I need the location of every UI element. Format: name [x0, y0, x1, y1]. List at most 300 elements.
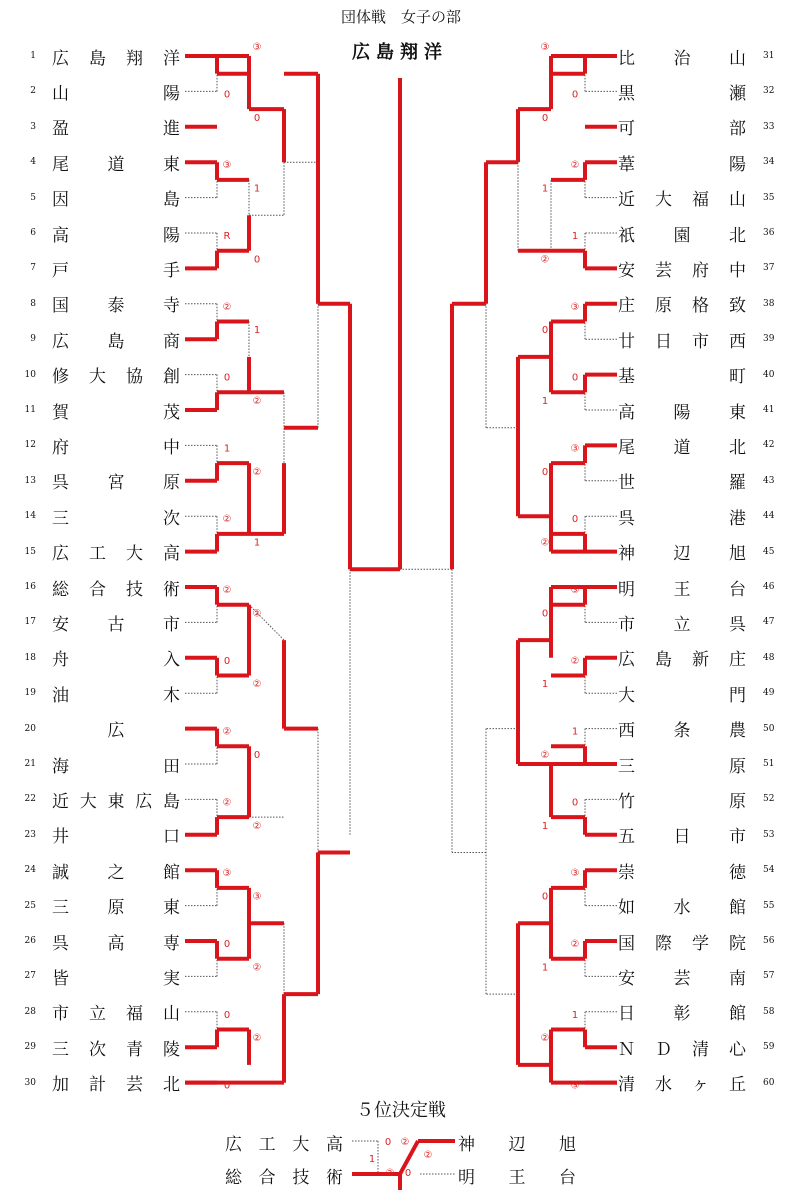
seed-number: 3 [30, 121, 36, 132]
team-name [618, 859, 746, 881]
team-name-char: 神 [618, 544, 635, 565]
team-name-char: 手 [163, 260, 180, 281]
seed-number: 7 [30, 263, 36, 274]
team-name-char: 北 [729, 437, 746, 458]
seed-number: 48 [763, 652, 775, 663]
team-name-char: 広 [225, 1135, 242, 1155]
team-name [618, 1072, 746, 1094]
team-name-char: 実 [163, 968, 180, 989]
team-name-char: 尾 [52, 154, 69, 175]
team-name-char: 府 [692, 260, 709, 281]
right-score-mark: ③ [570, 868, 580, 880]
seed-number: 34 [763, 157, 775, 168]
right-score-mark: ② [540, 1033, 550, 1045]
team-name-char: 福 [692, 190, 709, 211]
team-name-char: 祇 [618, 225, 635, 246]
team-name-char: 彰 [673, 1004, 691, 1025]
team-name-char: 清 [618, 1075, 635, 1096]
team-name-char: 原 [163, 473, 180, 494]
team-name [618, 187, 746, 209]
team-name-char: 原 [729, 756, 746, 777]
seed-number: 39 [763, 334, 775, 345]
team-name-char: 竹 [618, 791, 635, 812]
seed-number: 2 [30, 86, 36, 97]
team-name-char: 大 [292, 1135, 310, 1155]
team-name-char: 皆 [52, 968, 69, 989]
team-name-char: 泰 [107, 296, 125, 317]
team-name-char: 羅 [729, 473, 746, 494]
team-name-char: 盈 [52, 119, 69, 140]
seed-number: 60 [763, 1077, 775, 1088]
team-name-char: 舟 [52, 650, 69, 671]
left-score-mark: 0 [253, 254, 261, 266]
team-name-char: 港 [729, 508, 746, 529]
team-name-char: 術 [163, 579, 180, 600]
left-score-mark: ② [252, 820, 262, 832]
seed-number: 20 [24, 723, 36, 734]
team-name [52, 470, 180, 492]
left-score-mark: ② [222, 514, 232, 526]
team-name-char: 黒 [618, 83, 635, 104]
team-name-char: 部 [729, 119, 746, 140]
left-score-mark: ③ [252, 891, 262, 903]
team-name-char: 庄 [729, 650, 746, 671]
team-name-char: 丘 [729, 1075, 746, 1096]
seed-number: 15 [24, 546, 36, 557]
seed-number: 17 [24, 617, 36, 628]
team-name-char: 島 [163, 791, 180, 812]
left-score-mark: 1 [253, 537, 261, 549]
seed-number: 57 [763, 971, 775, 982]
left-score-mark: 0 [253, 112, 261, 124]
team-name-char: 口 [163, 827, 180, 848]
seed-number: 4 [30, 157, 36, 168]
left-score-mark: 0 [223, 1080, 231, 1092]
team-name-char: 陽 [673, 402, 691, 423]
team-name-char: 門 [729, 685, 746, 706]
team-name [618, 505, 746, 527]
team-name-char: 北 [729, 225, 746, 246]
seed-number: 12 [24, 440, 36, 451]
seed-number: 33 [763, 121, 775, 132]
seed-number: 35 [763, 192, 775, 203]
team-name [618, 718, 746, 740]
team-name [52, 1001, 180, 1023]
seed-number: 24 [24, 865, 36, 876]
team-name-char: 広 [52, 48, 69, 69]
team-name [618, 824, 746, 846]
seed-number: 14 [24, 511, 36, 522]
team-name-char: 立 [673, 614, 691, 635]
seed-number: 44 [763, 511, 775, 522]
seed-number: 46 [763, 582, 775, 592]
seed-number: 40 [763, 369, 775, 380]
team-name-char: 芸 [673, 968, 691, 989]
seed-number: 25 [24, 900, 36, 911]
team-name-char: 安 [52, 614, 69, 635]
right-score-mark: ② [540, 750, 550, 761]
team-name-char: 館 [163, 862, 180, 883]
right-score-mark: ③ [570, 443, 580, 455]
seed-number: 26 [24, 936, 36, 946]
team-name-char: 府 [52, 437, 69, 458]
team-name-char: 因 [52, 190, 69, 211]
team-name-char: 東 [729, 402, 746, 423]
team-name [52, 364, 180, 386]
team-name-char: 陽 [163, 225, 180, 246]
team-name-char: 山 [52, 83, 69, 104]
team-name [52, 434, 180, 456]
team-name [52, 824, 180, 846]
team-name-char: 世 [618, 473, 635, 494]
team-name-char: 台 [559, 1168, 576, 1188]
team-name-char: 島 [89, 48, 106, 69]
team-name-char: 格 [692, 296, 709, 317]
right-score-mark: 1 [571, 231, 579, 242]
seed-number: 36 [763, 228, 775, 238]
team-name-char: 呉 [729, 614, 746, 635]
team-name-char: 三 [618, 756, 635, 777]
team-name [618, 470, 746, 492]
team-name-char: 安 [618, 260, 635, 281]
right-score-mark: 1 [571, 726, 579, 738]
seed-number: 9 [30, 334, 36, 345]
team-name-char: 市 [692, 331, 709, 352]
right-score-mark: 0 [571, 797, 579, 809]
team-name [618, 45, 746, 67]
seed-number: 56 [763, 936, 775, 946]
team-name-char: Ｄ [655, 1039, 672, 1060]
team-name-char: 比 [618, 48, 635, 69]
team-name-char: 原 [655, 296, 672, 317]
team-name-char: 広 [618, 650, 635, 671]
left-score-mark: ② [222, 301, 232, 313]
team-name-char: 園 [673, 225, 691, 246]
team-name [618, 222, 746, 244]
team-name-char: 古 [107, 614, 125, 635]
team-name-char: 国 [618, 933, 635, 954]
team-name [618, 328, 746, 350]
team-name [52, 541, 180, 563]
team-name-char: 翔 [126, 48, 143, 69]
team-name-char: 市 [52, 1004, 69, 1025]
team-name [52, 293, 180, 315]
fifth-left-team-2 [225, 1163, 343, 1188]
team-name-char: 農 [729, 721, 746, 742]
left-score-mark: 0 [253, 750, 261, 761]
team-name-char: ヶ [692, 1075, 709, 1096]
team-name-char: 陽 [163, 83, 180, 104]
team-name [618, 611, 746, 633]
right-score-mark: 0 [571, 372, 579, 384]
left-score-mark: 0 [223, 89, 231, 101]
team-name-char: 三 [52, 508, 69, 529]
seed-number: 54 [763, 865, 775, 876]
seed-number: 37 [763, 263, 775, 274]
fifth-score-mark: 0 [384, 1137, 392, 1148]
left-score-mark: R [223, 231, 231, 242]
left-score-mark: ② [222, 726, 232, 738]
team-name-char: 市 [163, 614, 180, 635]
team-name-char: 市 [729, 827, 746, 848]
fifth-score-mark: ② [385, 1168, 395, 1179]
team-name [52, 257, 180, 279]
team-name-char: 三 [52, 1039, 69, 1060]
team-name-char: 大 [126, 544, 143, 565]
champion-name: 広島翔洋 [352, 42, 448, 63]
team-name [52, 187, 180, 209]
seed-number: 29 [24, 1042, 36, 1053]
team-name-char: 総 [225, 1168, 242, 1188]
fifth-place-title: ５位決定戦 [356, 1100, 446, 1121]
team-name-char: 工 [258, 1135, 276, 1155]
team-name [52, 718, 180, 740]
team-name-char: 明 [618, 579, 635, 600]
team-name-char: 高 [163, 544, 180, 565]
team-name-char: 技 [126, 579, 143, 600]
team-name-char: 修 [52, 367, 69, 388]
team-name [52, 611, 180, 633]
team-name-char: 創 [163, 367, 180, 388]
team-name-char: 福 [126, 1004, 143, 1025]
fifth-right-team-1 [458, 1130, 576, 1155]
team-name-char: 呉 [618, 508, 635, 529]
team-name-char: 陵 [163, 1039, 180, 1060]
team-name-char: 井 [52, 827, 69, 848]
team-name-char: 総 [52, 579, 69, 600]
right-score-mark: 1 [541, 396, 549, 407]
team-name [52, 116, 180, 138]
team-name-char: 立 [89, 1004, 106, 1025]
seed-number: 10 [24, 369, 36, 380]
team-name-char: 葦 [618, 154, 635, 175]
seed-number: 32 [763, 86, 775, 97]
team-name-char: 館 [729, 898, 746, 919]
team-name-char: 広 [107, 721, 125, 742]
team-name-char: 国 [52, 296, 69, 317]
team-name-char: 東 [163, 154, 180, 175]
left-score-mark: ② [222, 585, 232, 596]
team-name [618, 1001, 746, 1023]
team-name-char: 洋 [163, 48, 180, 69]
team-name-char: 町 [729, 367, 746, 388]
left-score-mark: 0 [223, 372, 231, 384]
left-score-mark: ② [252, 962, 262, 974]
team-name-char: 市 [618, 614, 635, 635]
right-score-mark: ② [570, 655, 580, 667]
team-name-char: 学 [692, 933, 709, 954]
team-name [618, 895, 746, 917]
fifth-left-team-1 [225, 1130, 343, 1155]
fifth-score-mark: 0 [404, 1168, 412, 1179]
left-score-mark: 0 [223, 655, 231, 667]
team-name-char: 旭 [559, 1135, 576, 1155]
left-score-mark: ② [252, 466, 262, 478]
left-score-mark: ② [222, 797, 232, 809]
team-name [52, 328, 180, 350]
team-name-char: 際 [655, 933, 672, 954]
team-name-char: 北 [163, 1075, 180, 1096]
team-name [618, 364, 746, 386]
seed-number: 45 [763, 546, 775, 557]
team-name-char: 芸 [126, 1075, 143, 1096]
team-name [52, 647, 180, 669]
team-name-char: 治 [673, 48, 691, 69]
team-name [618, 647, 746, 669]
seed-number: 28 [24, 1006, 36, 1017]
left-score-mark: ② [252, 608, 262, 620]
seed-number: 59 [763, 1042, 775, 1053]
team-name-char: 廿 [618, 331, 635, 352]
team-name-char: 神 [458, 1135, 475, 1155]
team-name-char: 基 [618, 367, 635, 388]
team-name-char: 商 [163, 331, 180, 352]
team-name [618, 399, 746, 421]
seed-number: 43 [763, 475, 775, 486]
team-name-char: 技 [292, 1168, 310, 1188]
seed-number: 8 [30, 298, 36, 309]
right-score-mark: 0 [541, 608, 549, 620]
team-name-char: 高 [325, 1135, 343, 1155]
seed-number: 50 [763, 723, 775, 734]
right-score-mark: 0 [541, 325, 549, 337]
seed-number: 58 [763, 1006, 775, 1017]
team-name [52, 965, 180, 987]
right-score-mark: ③ [570, 301, 580, 313]
team-name-char: 入 [163, 650, 180, 671]
team-name [52, 895, 180, 917]
left-score-mark: ② [252, 1033, 262, 1045]
seed-number: 47 [763, 617, 775, 628]
team-name [52, 1036, 180, 1058]
right-score-mark: 0 [541, 466, 549, 478]
left-score-mark: 1 [253, 325, 261, 337]
team-name [52, 753, 180, 775]
team-name-char: 東 [107, 791, 125, 812]
team-name-char: 水 [655, 1075, 672, 1096]
team-name [618, 116, 746, 138]
seed-number: 31 [763, 51, 775, 61]
team-name-char: 大 [618, 685, 635, 706]
team-name-char: 致 [729, 296, 746, 317]
team-name-char: 茂 [163, 402, 180, 423]
team-name-char: 東 [163, 898, 180, 919]
team-name-char: 寺 [163, 296, 180, 317]
left-score-mark: 1 [223, 443, 231, 455]
seed-number: 30 [24, 1077, 36, 1088]
team-name [52, 151, 180, 173]
team-name [52, 505, 180, 527]
right-score-mark: 0 [571, 514, 579, 526]
seed-number: 5 [30, 192, 36, 203]
team-name-char: 旭 [729, 544, 746, 565]
seed-number: 52 [763, 794, 775, 805]
team-name-char: 大 [655, 190, 672, 211]
seed-number: 51 [763, 759, 775, 769]
team-name-char: 専 [163, 933, 180, 954]
team-name-char: 高 [618, 402, 635, 423]
team-name-char: 之 [107, 862, 125, 883]
right-score-mark: 1 [541, 820, 549, 832]
team-name-char: 南 [729, 968, 746, 989]
team-name [52, 45, 180, 67]
team-name-char: 大 [89, 367, 106, 388]
right-score-mark: ② [570, 160, 580, 172]
right-score-mark: 0 [541, 891, 549, 903]
team-name-char: 工 [89, 544, 106, 565]
team-name-char: 水 [673, 898, 691, 919]
right-score-mark: 0 [571, 89, 579, 101]
team-name-char: 高 [52, 225, 69, 246]
seed-number: 38 [763, 298, 775, 309]
team-name-char: 芸 [655, 260, 672, 281]
team-name-char: 誠 [52, 862, 69, 883]
seed-number: 22 [24, 794, 36, 805]
team-name-char: 庄 [618, 296, 635, 317]
team-name-char: 呉 [52, 473, 69, 494]
right-score-mark: ② [570, 939, 580, 950]
right-score-mark: ② [540, 254, 550, 266]
right-score-mark: ③ [570, 1080, 580, 1092]
left-score-mark: ② [252, 396, 262, 407]
team-name-char: 日 [673, 827, 691, 848]
team-name-char: 中 [729, 260, 746, 281]
team-name-char: 油 [52, 685, 69, 706]
team-name-char: 原 [107, 898, 125, 919]
team-name-char: 安 [618, 968, 635, 989]
team-name-char: 広 [135, 791, 153, 812]
team-name [618, 434, 746, 456]
right-score-mark: ③ [570, 585, 580, 596]
left-score-mark: ③ [222, 160, 232, 172]
team-name [618, 576, 746, 598]
right-score-mark: ③ [540, 42, 550, 53]
team-name [618, 257, 746, 279]
team-name-char: 日 [655, 331, 672, 352]
team-name-char: 心 [729, 1039, 746, 1060]
team-name-char: 呉 [52, 933, 69, 954]
team-name-char: 次 [163, 508, 180, 529]
team-name-char: 山 [729, 190, 746, 211]
team-name-char: 瀬 [729, 83, 746, 104]
team-name-char: 青 [126, 1039, 143, 1060]
seed-number: 21 [24, 759, 36, 769]
team-name-char: 尾 [618, 437, 635, 458]
seed-number: 27 [24, 971, 36, 982]
team-name-char: 原 [729, 791, 746, 812]
team-name-char: 木 [163, 685, 180, 706]
team-name [52, 788, 180, 810]
left-score-mark: 0 [223, 1009, 231, 1021]
team-name [618, 682, 746, 704]
team-name [618, 151, 746, 173]
team-name [52, 222, 180, 244]
left-score-mark: ② [252, 679, 262, 691]
team-name [52, 1072, 180, 1094]
team-name-char: 院 [729, 933, 746, 954]
left-score-mark: 0 [223, 939, 231, 950]
team-name-char: 大 [79, 791, 97, 812]
fifth-score-mark: 1 [368, 1154, 376, 1165]
seed-number: 42 [763, 440, 775, 451]
team-name-char: 合 [89, 579, 106, 600]
team-name-char: 山 [163, 1004, 180, 1025]
team-name-char: 如 [618, 898, 635, 919]
team-name [52, 399, 180, 421]
team-name-char: 西 [729, 331, 746, 352]
seed-number: 1 [30, 51, 36, 61]
team-name-char: 王 [508, 1168, 526, 1188]
